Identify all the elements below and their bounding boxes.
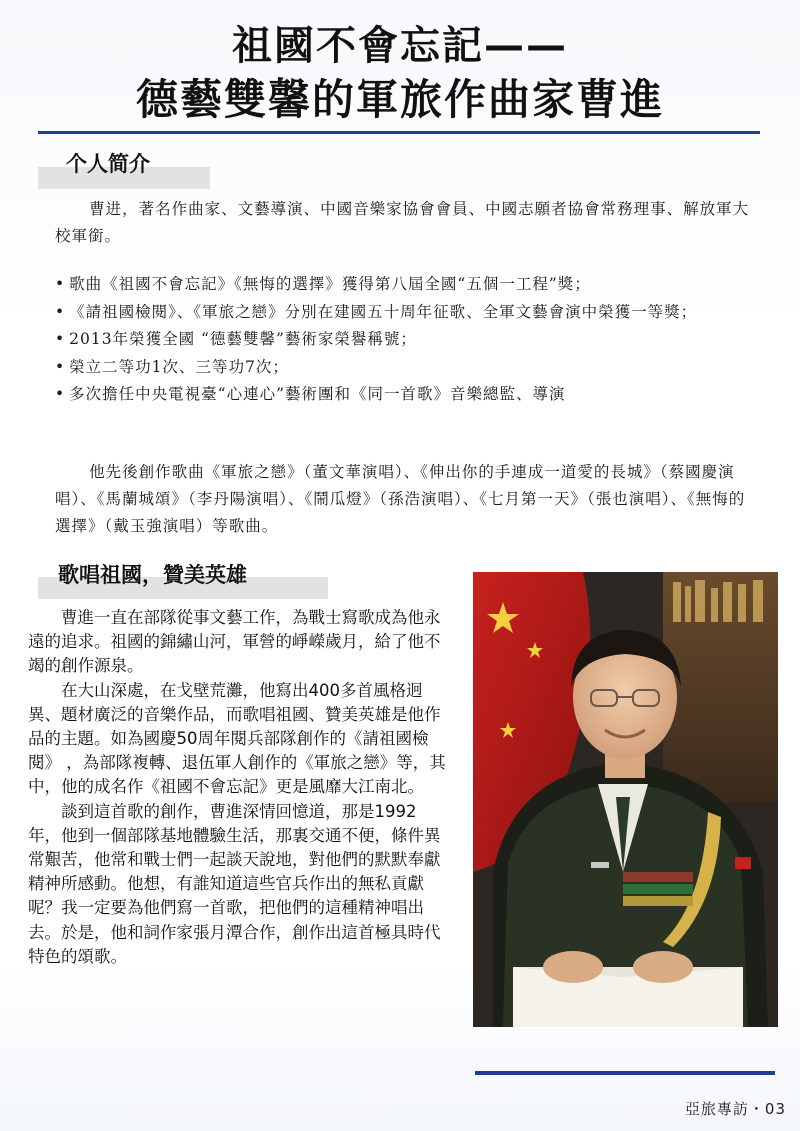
body-paragraph: 談到這首歌的創作，曹進深情回憶道，那是1992年，他到一個部隊基地體驗生活，那裏交通不便，條件異常艱苦，他常和戰士們一起談天說地，對他們的默默奉獻精神所感動。他想，有誰知道這些官兵作出的無私貢獻呢？我一定要為他們寫一首歌，把他們的這種精神唱出去。於是，他和詞作家張月潭合作，創作出這首極具時代特色的頌歌。 xyxy=(28,801,441,966)
bottom-divider xyxy=(475,1071,775,1075)
portrait-photo xyxy=(473,572,778,1027)
section2-body xyxy=(28,606,448,969)
title-line-1: 祖國不會忘記—— xyxy=(232,23,568,69)
profile-heading: 个人简介 xyxy=(66,152,150,176)
page-footer: 亞旅專訪・03 xyxy=(684,1100,786,1118)
award-item: • 《請祖國檢閱》、《軍旅之戀》分別在建國五十周年征歌、全軍文藝會演中榮獲一等獎； xyxy=(55,299,755,327)
body-paragraph: 曹進一直在部隊從事文藝工作，為戰士寫歌成為他永遠的追求。祖國的錦繡山河，軍營的崢嶸歲月，給了他不竭的創作源泉。 xyxy=(28,608,441,676)
body-paragraph: 在大山深處，在戈壁荒灘，他寫出400多首風格迥異、題材廣泛的音樂作品，而歌唱祖國、贊美英雄是他作品的主題。如為國慶50周年閱兵部隊創作的《請祖國檢閱》 ，為部隊複轉、退伍軍人創作的《軍旅之戀》等，其中，他的成名作《祖國不會忘記》更是風靡大江南北。 xyxy=(28,680,446,797)
award-list xyxy=(55,271,755,409)
title-line-2: 德藝雙馨的軍旅作曲家曹進 xyxy=(135,75,664,124)
award-item: • 多次擔任中央電視臺“心連心”藝術團和《同一首歌》音樂總監、導演 xyxy=(55,381,755,409)
profile-intro: 曹进，著名作曲家、文藝導演、中國音樂家協會會員、中國志願者協會常務理事、解放軍大校軍銜。 xyxy=(55,200,750,245)
award-item: • 歌曲《祖國不會忘記》《無悔的選擇》獲得第八屆全國“五個一工程”獎； xyxy=(55,271,755,299)
works-paragraph: 他先後創作歌曲《軍旅之戀》（董文華演唱）、《伸出你的手連成一道愛的長城》（蔡國慶演唱）、《馬蘭城頌》（李丹陽演唱）、《鬧瓜燈》（孫浩演唱）、《七月第一天》（張也演唱）、《無悔的選擇》（戴玉強演唱）等歌曲。 xyxy=(55,463,746,535)
award-item: • 榮立二等功1次、三等功7次； xyxy=(55,354,755,382)
title-divider xyxy=(38,131,760,134)
section2-heading: 歌唱祖國，贊美英雄 xyxy=(58,563,247,587)
award-item: • 2013年榮獲全國 “德藝雙馨”藝術家榮譽稱號； xyxy=(55,326,755,354)
